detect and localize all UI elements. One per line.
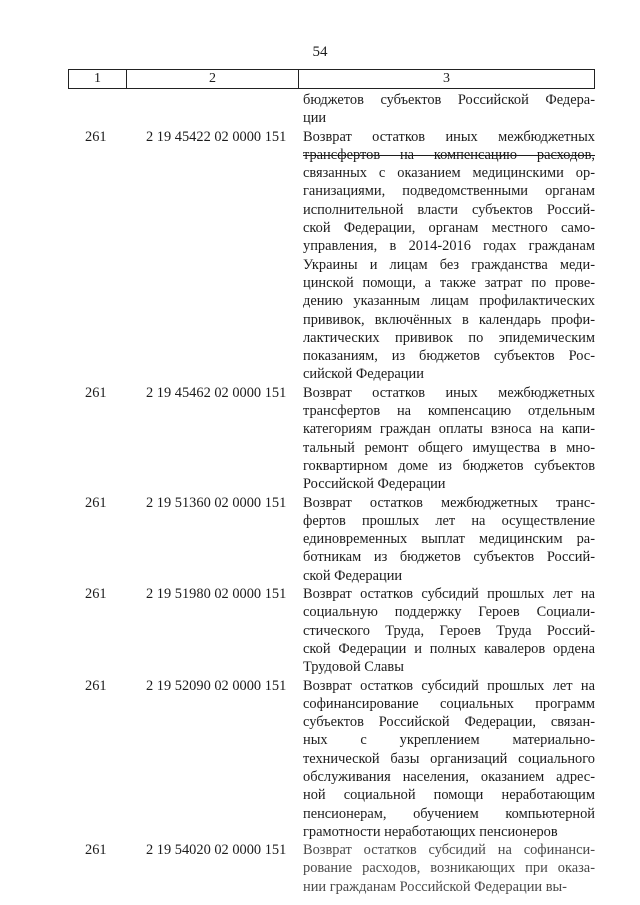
budget-classification-code: 2 19 52090 02 0000 151 [146,677,287,694]
table-row [68,384,595,494]
header-col-3: 3 [443,71,450,86]
table-row [68,128,595,384]
description-line: ных с укреплением материально- [303,732,595,749]
description-line: Возврат остатков субсидий на софинанси- [303,842,595,859]
description-line: Возврат остатков иных межбюджетных [303,384,595,401]
description-line: гоквартирном доме из бюджетов субъектов [303,457,595,474]
description-line: ской Федерации, органам местного само- [303,220,595,237]
description-line: ганизациями, подведомственными органам [303,183,595,200]
budget-classification-code: 2 19 51360 02 0000 151 [146,494,287,511]
admin-code: 261 [85,494,107,511]
description-line: Трудовой Славы [303,659,404,676]
description-line: нии гражданам Российской Федерации вы- [303,878,567,895]
description-line: управления, в 2014-2016 годах гражданам [303,238,595,255]
table-row [68,494,595,585]
table-row [68,841,595,896]
description-line: единовременных выплат медицинским ра- [303,531,595,548]
description-line: Возврат остатков субсидий прошлых лет на [303,677,595,694]
budget-classification-code: 2 19 45422 02 0000 151 [146,128,287,145]
description-line: сийской Федерации [303,366,424,383]
row-description [298,128,595,384]
description-line: связанных с оказанием медицинскими ор- [303,165,595,182]
description-line: ной социальной помощи неработающим [303,787,595,804]
description-line: Российской Федерации [303,476,446,493]
description-line: ции [303,110,327,127]
row-description [298,384,595,494]
description-line: грамотности неработающих пенсионеров [303,823,558,840]
description-line: трансфертов на компенсацию расходов, [303,146,595,163]
description-line: лактических прививок по эпидемическим [303,329,595,346]
description-line: ботникам из бюджетов субъектов Россий- [303,549,595,566]
budget-classification-code: 2 19 54020 02 0000 151 [146,842,287,859]
budget-classification-code: 2 19 51980 02 0000 151 [146,586,287,603]
description-line: Возврат остатков субсидий прошлых лет на [303,586,595,603]
table-row [68,677,595,842]
description-line: дению указанным лицам профилактических [303,293,595,310]
admin-code: 261 [85,384,107,401]
description-line: прививок, включённых в календарь профи- [303,311,595,328]
budget-classification-code: 2 19 45462 02 0000 151 [146,384,287,401]
description-line: показаниям, из бюджетов субъектов Рос- [303,348,595,365]
table-body [68,91,595,896]
continuation-text [298,91,595,128]
description-line: категориям граждан оплаты взноса на капи- [303,421,595,438]
admin-code: 261 [85,128,107,145]
admin-code: 261 [85,677,107,694]
description-line: тальный ремонт общего имущества в мно- [303,439,595,456]
admin-code: 261 [85,586,107,603]
description-line: пенсионерам, обучением компьютерной [303,805,595,822]
row-description [298,494,595,585]
description-line: фертов прошлых лет на осуществление [303,512,595,529]
continuation-row [68,91,595,128]
row-description [298,677,595,842]
description-line: Украины и лицам без гражданства меди- [303,256,595,273]
description-line: бюджетов субъектов Российской Федера- [303,92,595,108]
description-line: цинской помощи, а также затрат по прове- [303,274,595,291]
description-line: ской Федерации и полных кавалеров ордена [303,640,595,657]
description-line: софинансирование социальных программ [303,695,595,712]
description-line: исполнительной власти субъектов Россий- [303,201,595,218]
description-line: ской Федерации [303,567,403,584]
description-line: Возврат остатков межбюджетных транс- [303,494,595,511]
description-line: субъектов Российской Федерации, связан- [303,714,595,731]
row-description [298,585,595,676]
description-line: рование расходов, возникающих при оказа- [303,860,595,877]
admin-code: 261 [85,842,107,859]
page-number: 54 [312,44,328,60]
description-line: трансфертов на компенсацию отдельным [303,403,595,420]
description-line: Возврат остатков иных межбюджетных [303,128,595,145]
table-row [68,585,595,676]
row-description [298,841,595,896]
description-line: социальную поддержку Героев Социали- [303,604,595,621]
description-line: обслуживания населения, оказанием адрес- [303,768,595,785]
header-col-2: 2 [127,70,299,88]
header-col-1: 1 [69,70,127,88]
table-header [68,69,595,89]
description-line: стического Труда, Героев Труда Россий- [303,622,595,639]
description-line: технической базы организаций социального [303,750,595,767]
